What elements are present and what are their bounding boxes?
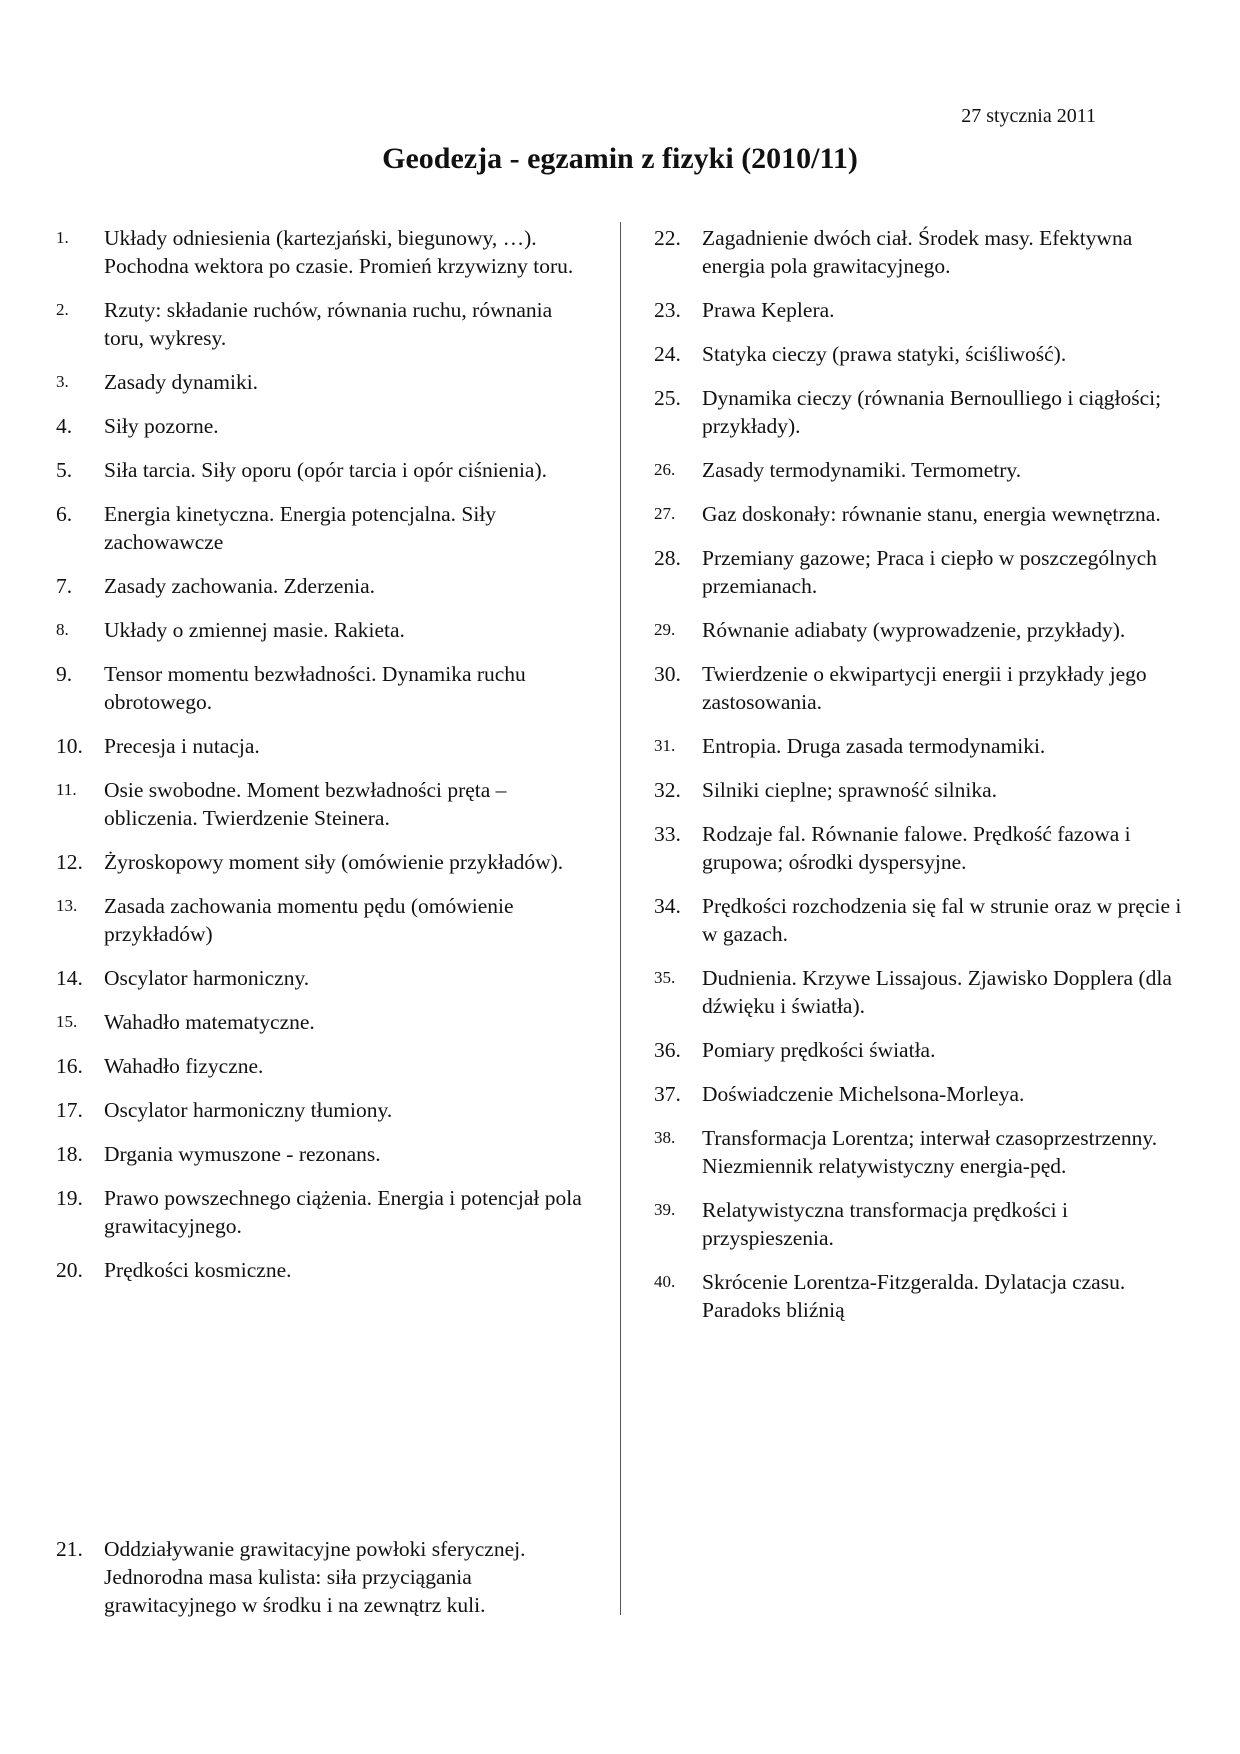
item-text: Zasada zachowania momentu pędu (omówienie przykładów) [104,894,514,946]
list-item [56,456,596,484]
item-text: Prędkości rozchodzenia się fal w strunie oraz w pręcie i w gazach. [702,894,1182,946]
list-item [654,296,1194,324]
list-item [654,340,1194,368]
item-text: Pomiary prędkości światła. [702,1038,936,1062]
list-item [654,1268,1194,1324]
item-number: 40. [654,1272,676,1291]
item-number: 26. [654,460,676,479]
list-item [654,456,1194,484]
item-text: Osie swobodne. Moment bezwładności pręta – obliczenia. Twierdzenie Steinera. [104,778,507,830]
document-date: 27 stycznia 2011 [961,105,1096,127]
list-item [56,1140,596,1168]
item-text: Układy odniesienia (kartezjański, biegunowy, …). Pochodna wektora po czasie. Promień krzywizny toru. [104,226,574,278]
item-text: Siły pozorne. [104,414,219,438]
item-number: 16. [56,1054,83,1078]
item-number: 19. [56,1186,83,1210]
list-item [56,892,596,948]
item-number: 14. [56,966,83,990]
list-item [56,1052,596,1080]
item-number: 33. [654,822,681,846]
list-item [654,660,1194,716]
list-item [56,224,596,280]
list-item [56,368,596,396]
list-item [56,848,596,876]
item-number: 30. [654,662,681,686]
list-item [654,384,1194,440]
item-text: Rzuty: składanie ruchów, równania ruchu, równania toru, wykresy. [104,298,553,350]
item-text: Silniki cieplne; sprawność silnika. [702,778,997,802]
item-number: 11. [56,780,77,799]
question-list-left [56,224,596,1617]
list-item [56,572,596,600]
list-item [654,1036,1194,1064]
list-item [654,732,1194,760]
list-item [654,776,1194,804]
column-divider [620,222,621,1615]
item-number: 25. [654,386,681,410]
item-number: 31. [654,736,676,755]
question-list-right [654,224,1194,1340]
item-text: Entropia. Druga zasada termodynamiki. [702,734,1046,758]
item-text: Tensor momentu bezwładności. Dynamika ruchu obrotowego. [104,662,526,714]
list-item [56,1008,596,1036]
list-item [56,1256,596,1284]
item-text: Wahadło matematyczne. [104,1010,315,1034]
list-item [56,1184,596,1240]
list-item [56,776,596,832]
item-text: Prawa Keplera. [702,298,835,322]
item-text: Doświadczenie Michelsona-Morleya. [702,1082,1025,1106]
item-number: 13. [56,896,78,915]
item-text: Precesja i nutacja. [104,734,260,758]
item-number: 3. [56,372,69,391]
item-text: Oscylator harmoniczny tłumiony. [104,1098,393,1122]
item-text: Zasady dynamiki. [104,370,259,394]
item-text: Zasady zachowania. Zderzenia. [104,574,375,598]
list-item [56,296,596,352]
item-number: 15. [56,1012,78,1031]
item-number: 17. [56,1098,83,1122]
list-item [654,224,1194,280]
list-item [654,964,1194,1020]
list-item [56,660,596,716]
item-number: 18. [56,1142,83,1166]
item-text: Prędkości kosmiczne. [104,1258,292,1282]
item-number: 27. [654,504,676,523]
item-number: 4. [56,414,73,438]
item-number: 35. [654,968,676,987]
item-number: 39. [654,1200,676,1219]
item-text: Statyka cieczy (prawa statyki, ściśliwość). [702,342,1067,366]
list-item [654,1124,1194,1180]
item-text: Dynamika cieczy (równania Bernoulliego i ciągłości; przykłady). [702,386,1162,438]
list-item [654,1196,1194,1252]
item-text: Oscylator harmoniczny. [104,966,310,990]
item-text: Dudnienia. Krzywe Lissajous. Zjawisko Dopplera (dla dźwięku i światła). [702,966,1172,1018]
list-item [654,500,1194,528]
item-text: Wahadło fizyczne. [104,1054,264,1078]
item-number: 32. [654,778,681,802]
item-number: 28. [654,546,681,570]
item-text: Transformacja Lorentza; interwał czasoprzestrzenny. Niezmiennik relatywistyczny energia-pęd. [702,1126,1158,1178]
item-text: Relatywistyczna transformacja prędkości i przyspieszenia. [702,1198,1068,1250]
item-number: 10. [56,734,83,758]
item-text: Zasady termodynamiki. Termometry. [702,458,1022,482]
item-text: Prawo powszechnego ciążenia. Energia i potencjał pola grawitacyjnego. [104,1186,582,1238]
list-item [654,1080,1194,1108]
list-item [56,1096,596,1124]
item-number: 8. [56,620,69,639]
item-number: 6. [56,502,73,526]
item-number: 34. [654,894,681,918]
item-text: Energia kinetyczna. Energia potencjalna. Siły zachowawcze [104,502,497,554]
item-text: Równanie adiabaty (wyprowadzenie, przykłady). [702,618,1126,642]
item-text: Przemiany gazowe; Praca i ciepło w poszczególnych przemianach. [702,546,1157,598]
item-number: 22. [654,226,681,250]
list-item [654,616,1194,644]
item-number: 37. [654,1082,681,1106]
item-text: Gaz doskonały: równanie stanu, energia wewnętrzna. [702,502,1161,526]
list-item [654,544,1194,600]
item-number: 9. [56,662,73,686]
list-item [56,412,596,440]
item-number: 1. [56,228,69,247]
list-item [56,732,596,760]
item-number: 20. [56,1258,83,1282]
item-text: Drgania wymuszone - rezonans. [104,1142,381,1166]
list-item [56,964,596,992]
item-number: 36. [654,1038,681,1062]
item-text: Zagadnienie dwóch ciał. Środek masy. Efektywna energia pola grawitacyjnego. [702,226,1133,278]
item-text: Żyroskopowy moment siły (omówienie przykładów). [104,850,564,874]
item-text: Skrócenie Lorentza-Fitzgeralda. Dylatacja czasu. Paradoks bliźnią [702,1270,1126,1322]
item-number: 12. [56,850,83,874]
list-item [56,500,596,556]
list-item [654,892,1194,948]
item-text: Rodzaje fal. Równanie falowe. Prędkość fazowa i grupowa; ośrodki dyspersyjne. [702,822,1131,874]
item-text: Oddziaływanie grawitacyjne powłoki sferycznej. Jednorodna masa kulista: siła przyciągania grawitacyjnego w środku i na zewnątrz kuli. [104,1537,526,1617]
list-item [654,820,1194,876]
item-text: Układy o zmiennej masie. Rakieta. [104,618,405,642]
list-item [56,616,596,644]
item-number: 5. [56,458,73,482]
item-number: 24. [654,342,681,366]
item-text: Twierdzenie o ekwipartycji energii i przykłady jego zastosowania. [702,662,1147,714]
item-number: 38. [654,1128,676,1147]
item-number: 29. [654,620,676,639]
item-number: 2. [56,300,69,319]
item-number: 21. [56,1537,83,1561]
item-number: 23. [654,298,681,322]
item-number: 7. [56,574,73,598]
item-text: Siła tarcia. Siły oporu (opór tarcia i opór ciśnienia). [104,458,548,482]
document-title: Geodezja - egzamin z fizyki (2010/11) [382,142,858,175]
list-item [56,1535,596,1619]
